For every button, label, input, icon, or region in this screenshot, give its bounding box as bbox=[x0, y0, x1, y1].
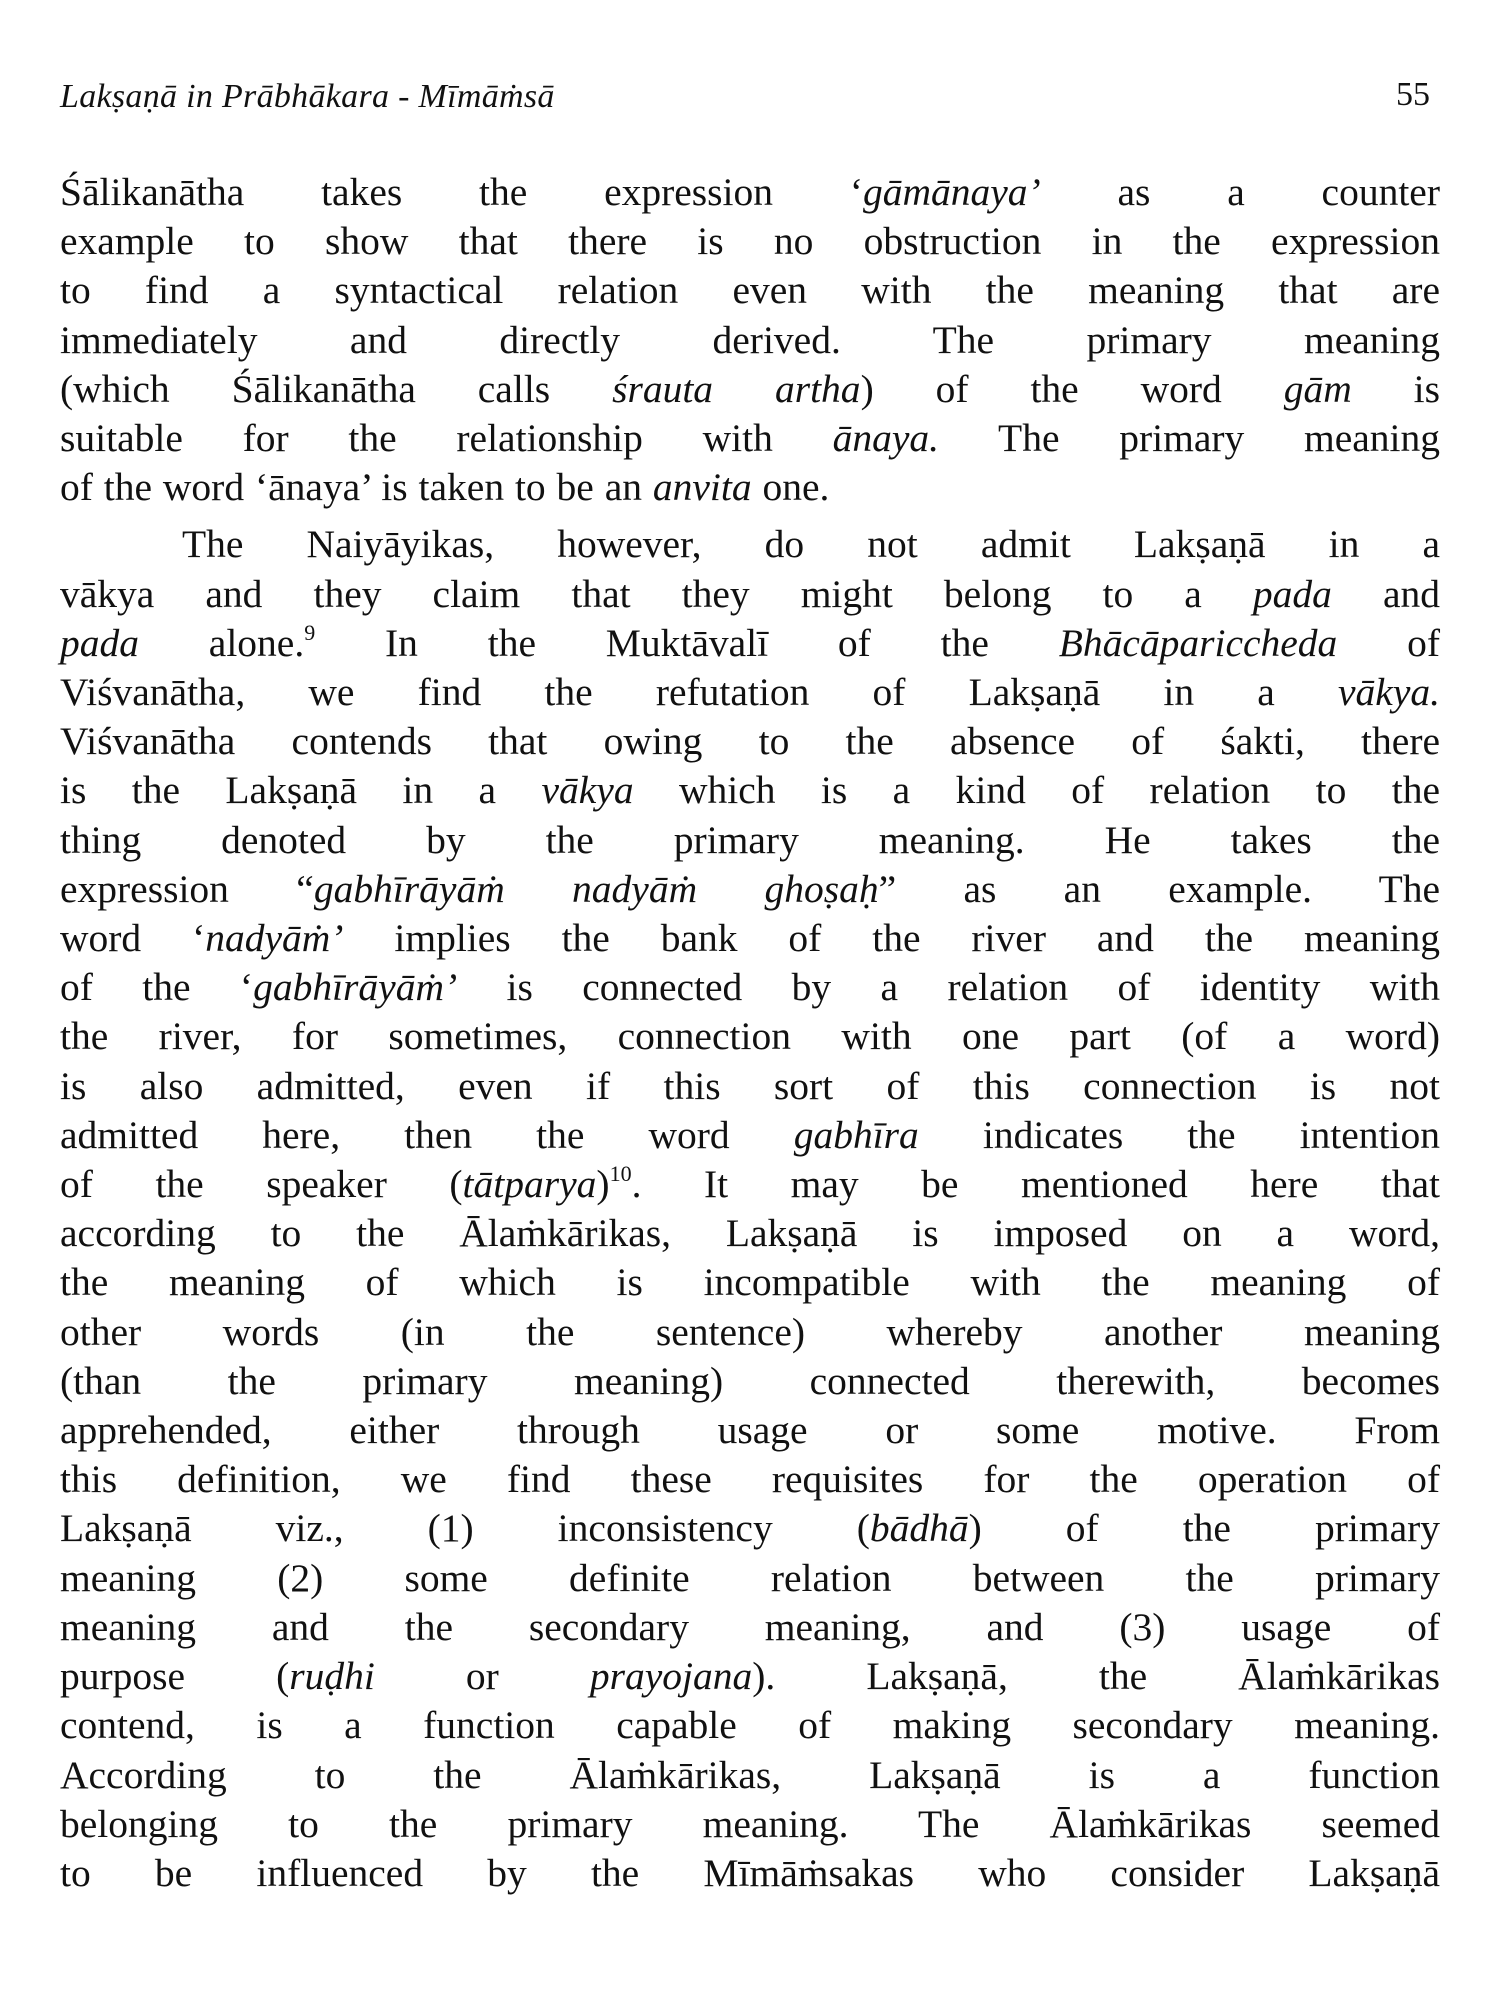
text-line: apprehended, either through usage or some motive. From bbox=[60, 1408, 1440, 1453]
text-line: Śālikanātha takes the expression ‘gāmānaya’ as a counter bbox=[60, 170, 1440, 214]
text-line: (which Śālikanātha calls śrauta artha) of the word gām is bbox=[60, 366, 1440, 411]
text-line: of the speaker (tātparya)$^{10}$. It may be mentioned here that bbox=[60, 1160, 1440, 1207]
text-line: example to show that there is no obstruction in the expression bbox=[60, 219, 1440, 264]
text-line: the meaning of which is incompatible with the meaning of bbox=[60, 1260, 1440, 1305]
paragraph-2 bbox=[60, 520, 1440, 1898]
text-line: is also admitted, even if this sort of this connection is not bbox=[60, 1063, 1440, 1108]
text-line: the river, for sometimes, connection with one part (of a word) bbox=[60, 1014, 1440, 1059]
text-line: suitable for the relationship with ānaya. The primary meaning bbox=[60, 416, 1441, 461]
text-line: according to the Ālaṁkārikas, Lakṣaṇā is imposed on a word, bbox=[60, 1211, 1440, 1256]
text-line: The Naiyāyikas, however, do not admit Lakṣaṇā in a bbox=[182, 522, 1440, 567]
text-line: pada alone.$^9$ In the Muktāvalī of the Bhācāpariccheda of bbox=[60, 619, 1440, 665]
text-line: expression “gabhīrāyāṁ nadyāṁ ghoṣaḥ” as an example. The bbox=[60, 866, 1441, 911]
running-header bbox=[60, 60, 1440, 130]
page-number: 55 bbox=[1396, 76, 1430, 113]
text-line: thing denoted by the primary meaning. He takes the bbox=[60, 817, 1440, 862]
text-line: purpose (ruḍhi or prayojana). Lakṣaṇā, the Ālaṁkārikas bbox=[60, 1654, 1441, 1699]
paragraph-1 bbox=[60, 168, 1440, 512]
text-line: Lakṣaṇā viz., (1) inconsistency (bādhā) of the primary bbox=[60, 1506, 1441, 1551]
text-line: to find a syntactical relation even with the meaning that are bbox=[60, 268, 1440, 313]
text-line: is the Lakṣaṇā in a vākya which is a kind of relation to the bbox=[60, 768, 1440, 813]
text-line: Viśvanātha contends that owing to the absence of śakti, there bbox=[60, 719, 1440, 764]
text-line: this definition, we find these requisites for the operation of bbox=[60, 1457, 1440, 1502]
text-line: of the word ‘ānaya’ is taken to be an anvita one. bbox=[60, 465, 830, 510]
text-line: other words (in the sentence) whereby another meaning bbox=[60, 1309, 1440, 1354]
text-line: of the ‘gabhīrāyāṁ’ is connected by a relation of identity with bbox=[60, 965, 1440, 1010]
text-line: (than the primary meaning) connected therewith, becomes bbox=[60, 1358, 1440, 1403]
text-line: to be influenced by the Mīmāṁsakas who consider Lakṣaṇā bbox=[60, 1850, 1440, 1895]
body-text bbox=[60, 168, 1440, 1898]
text-line: contend, is a function capable of making secondary meaning. bbox=[60, 1703, 1440, 1748]
text-line: vākya and they claim that they might belong to a pada and bbox=[60, 571, 1440, 616]
text-line: admitted here, then the word gabhīra indicates the intention bbox=[60, 1112, 1441, 1157]
running-title: Lakṣaṇā in Prābhākara - Mīmāṁsā bbox=[60, 78, 555, 115]
text-line: According to the Ālaṁkārikas, Lakṣaṇā is a function bbox=[60, 1752, 1440, 1797]
text-line: word ‘nadyāṁ’ implies the bank of the river and the meaning bbox=[60, 916, 1440, 961]
text-line: belonging to the primary meaning. The Ālaṁkārikas seemed bbox=[60, 1801, 1440, 1846]
text-line: meaning and the secondary meaning, and (3) usage of bbox=[60, 1604, 1440, 1649]
text-line: meaning (2) some definite relation between the primary bbox=[60, 1555, 1440, 1600]
text-line: Viśvanātha, we find the refutation of Lakṣaṇā in a vākya. bbox=[60, 670, 1440, 715]
text-line: immediately and directly derived. The primary meaning bbox=[60, 317, 1440, 362]
book-page bbox=[60, 60, 1440, 1960]
